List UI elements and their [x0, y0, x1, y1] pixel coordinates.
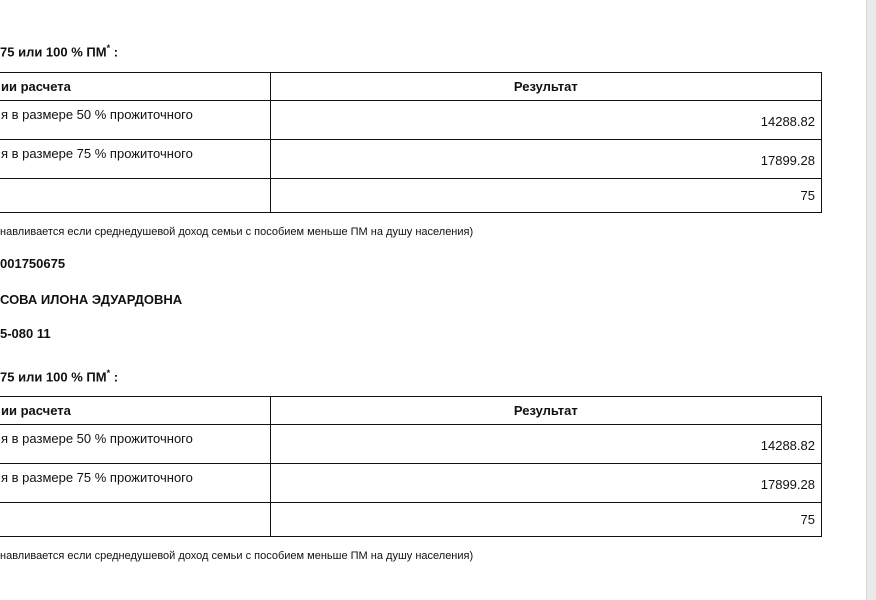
- table-row: [0, 140, 822, 179]
- section-1-title-suffix: :: [110, 44, 119, 60]
- column-header-result: Результат: [270, 73, 821, 101]
- row-label: [0, 503, 270, 537]
- section-1-footnote: навливается если среднедушевой доход семьи с пособием меньше ПМ на душу населения): [0, 226, 474, 238]
- record-number: 001750675: [0, 256, 66, 271]
- section-1-title: [0, 43, 118, 59]
- row-label: я в размере 75 % прожиточного: [0, 464, 270, 503]
- row-value: 17899.28: [270, 140, 821, 179]
- table-row: [0, 425, 822, 464]
- section-1-title-text: 75 или 100 % ПМ: [0, 44, 107, 60]
- section-2-footnote: навливается если среднедушевой доход семьи с пособием меньше ПМ на душу населения): [0, 550, 474, 562]
- row-value: 14288.82: [270, 425, 821, 464]
- section-2-title-text: 75 или 100 % ПМ: [0, 369, 107, 385]
- row-value: 75: [270, 179, 821, 213]
- recipient-fullname: СОВА ИЛОНА ЭДУАРДОВНА: [0, 292, 183, 307]
- table-row: [0, 464, 822, 503]
- table-row: [0, 503, 822, 537]
- vertical-scrollbar[interactable]: [866, 0, 876, 600]
- section-2-title: [0, 368, 118, 384]
- row-value: 17899.28: [270, 464, 821, 503]
- section-2-table: [0, 396, 822, 537]
- section-1-table: [0, 72, 822, 213]
- record-code: 5-080 11: [0, 326, 51, 341]
- column-header-name: ии расчета: [0, 73, 270, 101]
- column-header-name: ии расчета: [0, 397, 270, 425]
- table-row: [0, 101, 822, 140]
- row-label: я в размере 50 % прожиточного: [0, 101, 270, 140]
- row-label: я в размере 75 % прожиточного: [0, 140, 270, 179]
- table-header-row: [0, 73, 822, 101]
- column-header-result: Результат: [270, 397, 821, 425]
- row-label: я в размере 50 % прожиточного: [0, 425, 270, 464]
- table-header-row: [0, 397, 822, 425]
- section-2-title-asterisk: *: [106, 368, 111, 378]
- table-row: [0, 179, 822, 213]
- row-value: 75: [270, 503, 821, 537]
- row-value: 14288.82: [270, 101, 821, 140]
- section-2-title-suffix: :: [110, 369, 119, 385]
- row-label: [0, 179, 270, 213]
- section-1-title-asterisk: *: [106, 43, 111, 53]
